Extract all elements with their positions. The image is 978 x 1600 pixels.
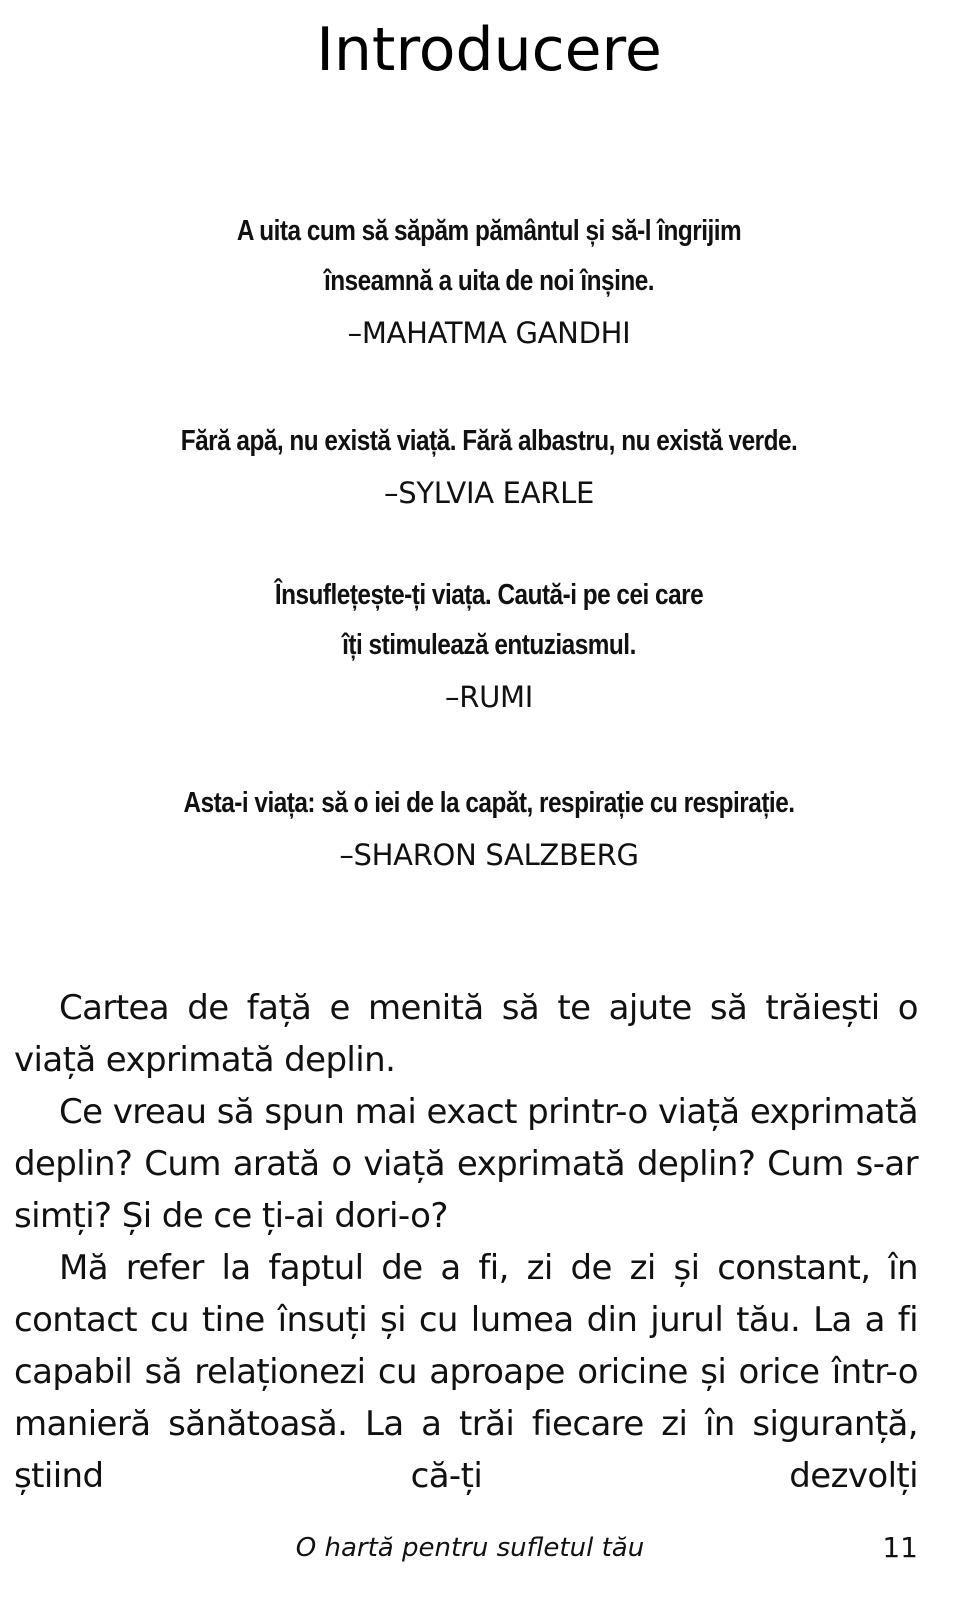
epigraph-author: –SYLVIA EARLE bbox=[384, 476, 594, 510]
epigraph-quote-line: Însuflețește-ți viața. Caută-i pe cei care bbox=[274, 579, 704, 611]
paragraph: Ce vreau să spun mai exact printr-o viață exprimată deplin? Cum arată o viață exprimată deplin? Cum s-ar simți? Și de ce ți-ai dori-o? bbox=[14, 1092, 918, 1236]
epigraph-quote-line: Fără apă, nu există viață. Fără albastru, nu există verde. bbox=[180, 425, 798, 457]
paragraph: Mă refer la faptul de a fi, zi de zi și constant, în contact cu tine însuți și cu lumea din jurul tău. La a fi capabil să relaționezi cu aproape oricine și orice într-o manieră sănătoasă. La a trăi fiecare zi în siguranță, știind că-ți dezvolți bbox=[14, 1248, 918, 1496]
epigraph-quote-line: A uita cum să săpăm pământul și să-l îngrijim bbox=[236, 215, 742, 247]
epigraph-author: –SHARON SALZBERG bbox=[339, 838, 639, 872]
epigraph-salzberg bbox=[0, 778, 978, 882]
running-title: O hartă pentru sufletul tău bbox=[295, 1533, 645, 1563]
page-footer bbox=[0, 1526, 978, 1570]
epigraph-quote-line: Asta-i viața: să o iei de la capăt, respirație cu respirație. bbox=[183, 787, 795, 819]
epigraph-author: –MAHATMA GANDHI bbox=[347, 316, 631, 350]
epigraph-gandhi bbox=[0, 206, 978, 360]
chapter-title: Introducere bbox=[316, 15, 662, 85]
paragraph: Cartea de față e menită să te ajute să trăiești o viață exprimată deplin. bbox=[14, 988, 918, 1080]
page-number: 11 bbox=[882, 1531, 918, 1564]
body-text bbox=[14, 982, 918, 1502]
epigraph-author: –RUMI bbox=[445, 680, 533, 714]
epigraph-quote-line: îți stimulează entuziasmul. bbox=[342, 629, 636, 661]
epigraph-earle bbox=[0, 416, 978, 520]
epigraph-rumi bbox=[0, 570, 978, 724]
epigraph-quote-line: înseamnă a uita de noi înșine. bbox=[323, 265, 655, 297]
